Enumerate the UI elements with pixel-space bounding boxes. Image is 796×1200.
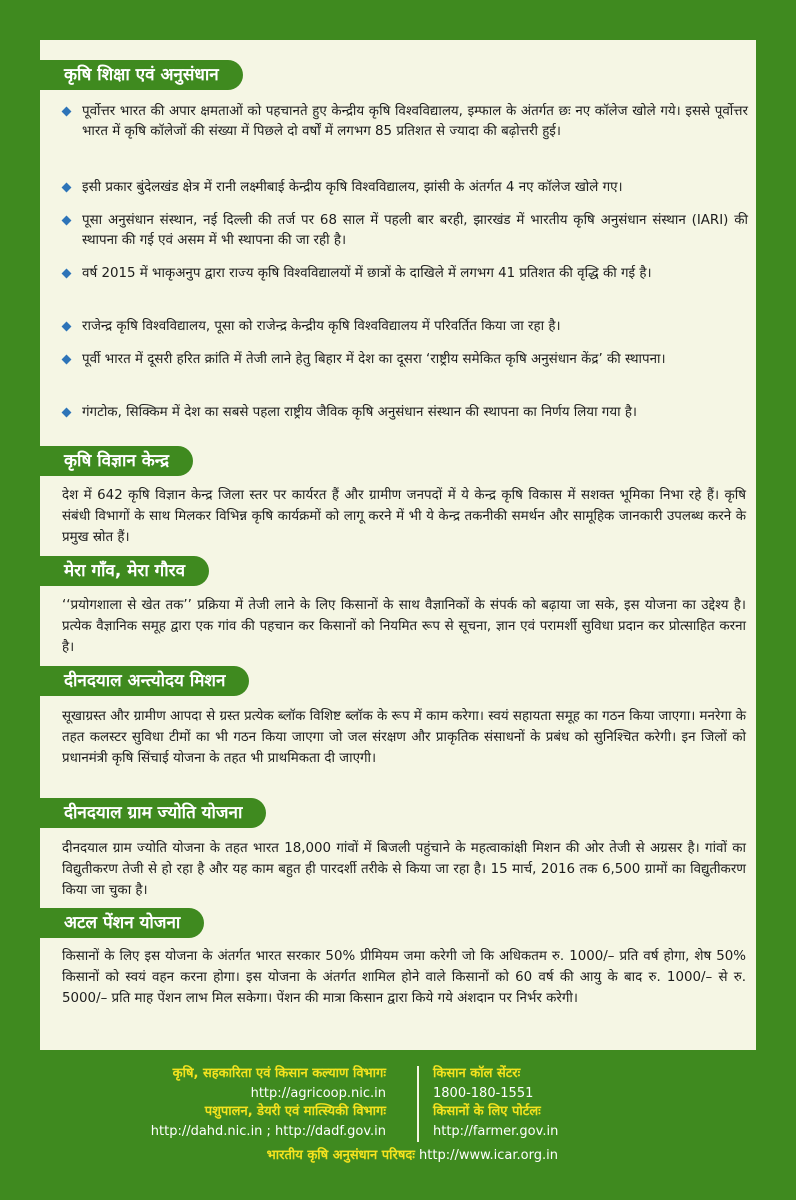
icar-link[interactable]: http://www.icar.org.in [419,1148,558,1163]
footer [0,1050,796,1200]
education-bullet-list [62,102,748,443]
diamond-bullet-icon [62,322,72,332]
diamond-bullet-icon [62,355,72,365]
list-item: पूर्वोत्तर भारत की अपार क्षमताओं को पहचानते हुए केन्द्रीय कृषि विश्वविद्यालय, इम्फाल के अंतर्गत छः नए कॉलेज खोले गये। इससे पूर्वोत्तर भारत में कृषि कॉलेजों की संख्या में पिछले दो वर्षों में लगभग 85 प्रतिशत से ज्यादा की बढ़ोत्तरी हुई। [62,102,748,162]
list-item: गंगटोक, सिक्किम में देश का सबसे पहला राष्ट्रीय जैविक कृषि अनुसंधान संस्थान की स्थापना का निर्णय लिया गया है। [62,403,748,443]
kvk-paragraph: देश में 642 कृषि विज्ञान केन्द्र जिला स्तर पर कार्यरत हैं और ग्रामीण जनपदों में ये केन्द्र कृषि विकास में सशक्त भूमिका निभा रहे हैं। कृषि संबंधी विभागों के साथ मिलकर विभिन्न कृषि कार्यक्रमों को लागू करने में भी ये केन्द्र तकनीकी समर्थन और सामूहिक जानकारी उपलब्ध करने के प्रमुख स्रोत हैं। [62,488,746,545]
jyoti-paragraph: दीनदयाल ग्राम ज्योति योजना के तहत भारत 18,000 गांवों में बिजली पहुंचाने के महत्वाकांक्षी मिशन की ओर तेजी से अग्रसर है। गांवों का विद्युतीकरण तेजी से हो रहा है और यह काम बहुत ही पारदर्शी तरीके से किया जा रहा है। 15 मार्च, 2016 तक 6,500 ग्रामों का विद्युतीकरण किया जा चुका है। [62,841,746,898]
diamond-bullet-icon [62,216,72,226]
list-item: राजेन्द्र कृषि विश्वविद्यालय, पूसा को राजेन्द्र केन्द्रीय कृषि विश्वविद्यालय में परिवर्तित किया जा रहा है। [62,317,748,337]
diamond-bullet-icon [62,107,72,117]
pension-paragraph: किसानों के लिए इस योजना के अंतर्गत भारत सरकार 50% प्रीमियम जमा करेगी जो कि अधिकतम रु. 1000/– प्रति वर्ष होगा, शेष 50% किसानों को स्वयं वहन करना होगा। इस योजना के अंतर्गत शामिल होने वाले किसानों को 60 वर्ष की आयु के बाद रु. 1000/– से रु. 5000/– प्रति माह पेंशन लाभ मिल सकेगा। पेंशन की मात्रा किसान द्वारा किये गये अंशदान पर निर्भर करेगी। [62,949,746,1006]
section-header-antyodaya: दीनदयाल अन्त्योदय मिशन [40,666,249,696]
section-header-kvk: कृषि विज्ञान केन्द्र [40,446,193,476]
list-item: पूसा अनुसंधान संस्थान, नई दिल्ली की तर्ज पर 68 साल में पहली बार बरही, झारखंड में भारतीय कृषि अनुसंधान संस्थान (IARI) की स्थापना की गई एवं असम में भी स्थापना की जा रही है। [62,211,748,251]
list-item: पूर्वी भारत में दूसरी हरित क्रांति में तेजी लाने हेतु बिहार में देश का दूसरा ‘राष्ट्रीय समेकित कृषि अनुसंधान केंद्र’ की स्थापना। [62,350,748,390]
village-paragraph: ‘‘प्रयोगशाला से खेत तक’’ प्रक्रिया में तेजी लाने के लिए किसानों के साथ वैज्ञानिकों के संपर्क को बढ़ाया जा सके, इस योजना का उद्देश्य है। प्रत्येक वैज्ञानिक समूह द्वारा एक गांव की पहचान कर किसानों को नियमित रूप से सूचना, ज्ञान एवं परामर्शी सुविधा प्रदान कर प्रोत्साहित करना है। [62,598,746,655]
portal-label: किसानों के लिए पोर्टलः [433,1104,541,1119]
section-header-pension: अटल पेंशन योजना [40,908,204,938]
footer-divider [417,1066,419,1142]
section-header-jyoti: दीनदयाल ग्राम ज्योति योजना [40,798,266,828]
section-header-village: मेरा गाँव, मेरा गौरव [40,556,209,586]
portal-link[interactable]: http://farmer.gov.in [433,1124,559,1139]
section-header-education: कृषि शिक्षा एवं अनुसंधान [40,60,243,90]
icar-line [267,1146,558,1166]
dept1-link[interactable]: http://agricoop.nic.in [250,1086,386,1101]
call-center-number: 1800-180-1551 [433,1086,534,1101]
antyodaya-paragraph: सूखाग्रस्त और ग्रामीण आपदा से ग्रस्त प्रत्येक ब्लॉक विशिष्ट ब्लॉक के रूप में काम करेगा। स्वयं सहायता समूह का गठन किया जाएगा। मनरेगा के तहत कलस्टर सुविधा टीमों का भी गठन किया जाएगा जो जल संरक्षण और प्राकृतिक संसाधनों के प्रबंध को सुनिश्चित करेगी। इन जिलों को प्रधानमंत्री कृषि सिंचाई योजना के तहत भी प्राथमिकता दी जाएगी। [62,709,746,766]
dept2-label: पशुपालन, डेयरी एवं मात्स्यिकी विभागः [204,1104,386,1119]
list-item: वर्ष 2015 में भाकृअनुप द्वारा राज्य कृषि विश्वविद्यालयों में छात्रों के दाखिले में लगभग 41 प्रतिशत की वृद्धि की गई है। [62,264,748,304]
call-center-label: किसान कॉल सेंटरः [433,1066,521,1081]
dept2-link[interactable]: http://dahd.nic.in ; http://dadf.gov.in [150,1124,386,1139]
icar-label: भारतीय कृषि अनुसंधान परिषदः [266,1148,415,1163]
diamond-bullet-icon [62,269,72,279]
list-item: इसी प्रकार बुंदेलखंड क्षेत्र में रानी लक्ष्मीबाई केन्द्रीय कृषि विश्वविद्यालय, झांसी के अंतर्गत 4 नए कॉलेज खोले गए। [62,178,748,198]
dept1-label: कृषि, सहकारिता एवं किसान कल्याण विभागः [172,1066,386,1081]
diamond-bullet-icon [62,408,72,418]
diamond-bullet-icon [62,183,72,193]
